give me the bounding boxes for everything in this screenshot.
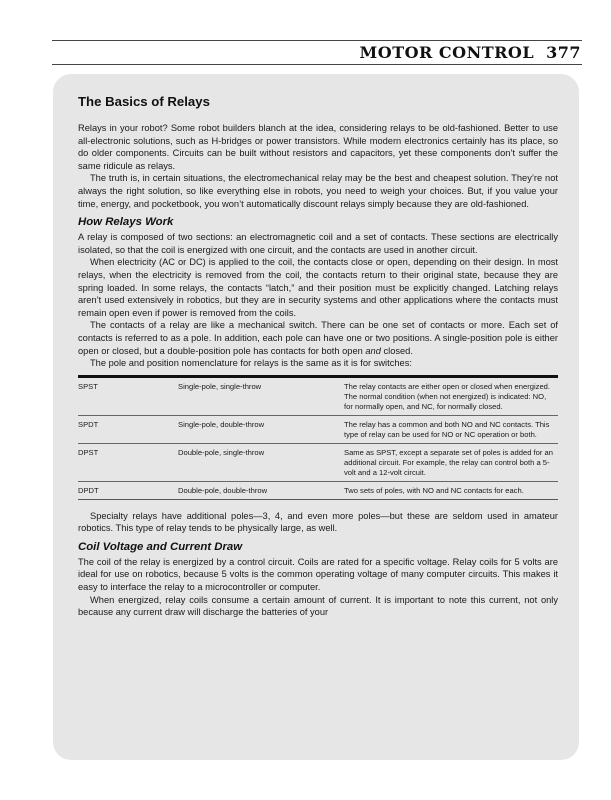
header-rule-top [52,40,582,41]
table-cell-abbr: DPST [78,447,99,457]
how-paragraph-3: The contacts of a relay are like a mechanical switch. There can be one set of contacts or more. Each set of contacts is referred to as a pole. In addition, each pole can have one or two positions. A single-position pole is either open or closed, but a double-position pole has contacts for both open and closed. [78,320,558,356]
table-row [78,444,558,482]
table-cell-desc: Two sets of poles, with NO and NC contacts for each. [344,485,524,495]
table-row [78,416,558,444]
section-heading-coil-voltage: Coil Voltage and Current Draw [78,540,243,553]
table-cell-name: Single-pole, single-throw [178,381,262,391]
section-heading-how-relays-work: How Relays Work [78,216,174,229]
running-header [360,43,581,62]
chapter-title: MOTOR CONTROL [359,43,535,62]
coil-paragraph-1: The coil of the relay is energized by a control circuit. Coils are rated for a specific voltage. Relay coils for 5 volts are ideal for use on robotics, because 5 volts is the common operating voltage of many computer circuits. This makes it easy to interface the relay to a microcontroller or computer. [78,556,558,593]
table-cell-name: Single-pole, double-throw [178,419,265,429]
intro-paragraph-2: The truth is, in certain situations, the electromechanical relay may be the best and cheapest solution. They’re not always the right solution, so like everything else in robots, you need to weigh your choices. But, if you value your time, energy, and pocketbook, you won’t automatically discount relays simply because they are old-fashioned. [78,173,558,209]
intro-paragraph-1: Relays in your robot? Some robot builders blanch at the idea, considering relays to be old-fashioned. Better to use all-electronic solutions, such as H-bridges or power transistors. While modern electronics certainly has its place, so do older components. Circuits can be built without resistors and capacitors, yet these components don’t suffer the same ridicule as relays. [78,123,558,171]
table-cell-name: Double-pole, single-throw [178,447,265,457]
table-row [78,378,558,416]
how-paragraph-1: A relay is composed of two sections: an electromagnetic coil and a set of contacts. These sections are electrically isolated, so that the coil is energized with one circuit, and the contacts are used in another circuit. [78,232,558,255]
after-table-paragraph: Specialty relays have additional poles—3, 4, and even more poles—but these are seldom used in amateur robotics. This type of relay tends to be physically large, as well. [78,510,558,534]
page-number: 377 [546,43,581,62]
table-cell-abbr: SPST [78,381,98,391]
sidebar-title: The Basics of Relays [78,94,210,109]
table-cell-desc: Same as SPST, except a separate set of poles is added for an additional circuit. For example, the relay can control both a 5-volt and a 12-volt circuit. [344,447,553,477]
table-cell-name: Double-pole, double-throw [178,485,268,495]
sidebar-content [78,94,558,619]
table-cell-abbr: DPDT [78,485,99,495]
table-cell-desc: The relay has a common and both NO and NC contacts. This type of relay can be used for NO or NC operation or both. [344,419,550,439]
relay-nomenclature-table [78,375,558,500]
table-cell-abbr: SPDT [78,419,99,429]
how-paragraph-2: When electricity (AC or DC) is applied to the coil, the contacts close or open, depending on their design. In most relays, when the electricity is removed from the coil, the contacts return to their original state, because they are spring loaded. In some relays, the contacts “latch,” and their position must be explicitly changed. Latching relays aren’t used extensively in robotics, but they are in security systems and other applications where the contacts must remain open even if power is removed from the coils. [78,257,558,318]
table-row [78,482,558,499]
header-rule-bottom [52,64,582,65]
coil-paragraph-2: When energized, relay coils consume a certain amount of current. It is important to note this current, not only because any current draw will discharge the batteries of your [78,594,558,618]
table-cell-desc: The relay contacts are either open or closed when energized. The normal condition (when not energized) is indicated: NO, for normally open, and NC, for normally closed. [344,381,550,411]
how-paragraph-4: The pole and position nomenclature for relays is the same as it is for switches: [90,358,412,369]
